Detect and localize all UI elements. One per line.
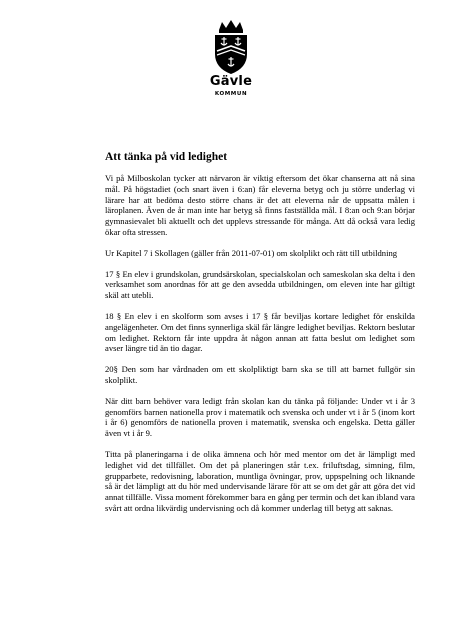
paragraph-section-18: 18 § En elev i en skolform som avses i 17 § får beviljas kortare ledighet för enskilda angelägenheter. Om det finns synnerliga skäl får längre ledighet beviljas. Rektorn beslutar om ledighet. Rektorn får inte uppdra åt någon annan att fatta beslut om ledighet som avser längre tid än tio dagar. (105, 310, 415, 354)
paragraph-planning-advice: Titta på planeringarna i de olika ämnena och hör med mentor om det är lämpligt med ledighet vid det tillfället. Om det på planeringen står t.ex. friluftsdag, simning, film, grupparbete, redovisning, laboration, muntliga övningar, prov, uppspelning och liknande så är det lämpligt att du hör med undervisande lärare för att se om det går att göra det vid annat tillfälle. Vissa moment förekommer bara en gång per termin och det kan ibland vara svårt att ordna likvärdig undervisning och då kommer underlag till betyg att saknas. (105, 448, 415, 513)
paragraph-intro: Vi på Milboskolan tycker att närvaron är viktig eftersom det ökar chanserna att nå sina mål. På högstadiet (och snart även i 6:an) får eleverna betyg och ju större underlag vi lärare har att bedöma desto större chans är det att eleverna når de uppsatta målen i läroplanen. Även de år man inte har betyg så finns fastställda mål. I 8:an och 9:an börjar gymnasievalet bli aktuellt och det upplevs stressande för många. Att då också vara ledig ökar ofta stressen. (105, 173, 415, 237)
document-title: Att tänka på vid ledighet (105, 151, 228, 163)
logo-subtitle: KOMMUN (214, 91, 248, 97)
paragraph-skollagen-heading: Ur Kapitel 7 i Skollagen (gäller från 2011-07-01) om skolplikt och rätt till utbildning (105, 247, 398, 258)
gavle-kommun-logo (205, 20, 257, 104)
paragraph-section-20: 20§ Den som har vårdnaden om ett skolpliktigt barn ska se till att barnet fullgör sin skolplikt. (105, 364, 415, 385)
document-body (105, 150, 415, 524)
paragraph-section-17: 17 § En elev i grundskolan, grundsärskolan, specialskolan och sameskolan ska delta i den verksamhet som anordnas för att ge den avsedda utbildningen, om eleven inte har giltigt skäl att utebli. (105, 268, 415, 301)
coat-of-arms-icon (205, 20, 257, 76)
logo-wordmark: Gävle (209, 74, 253, 89)
paragraph-national-tests: När ditt barn behöver vara ledigt från skolan kan du tänka på följande: Under vt i år 3 genomförs barnen nationella prov i matematik och svenska och under vt i år 5 (inom kort i år 6) genomförs de nationella proven i matematik, svenska och engelska. Detta gäller även vt i år 9. (105, 395, 415, 439)
